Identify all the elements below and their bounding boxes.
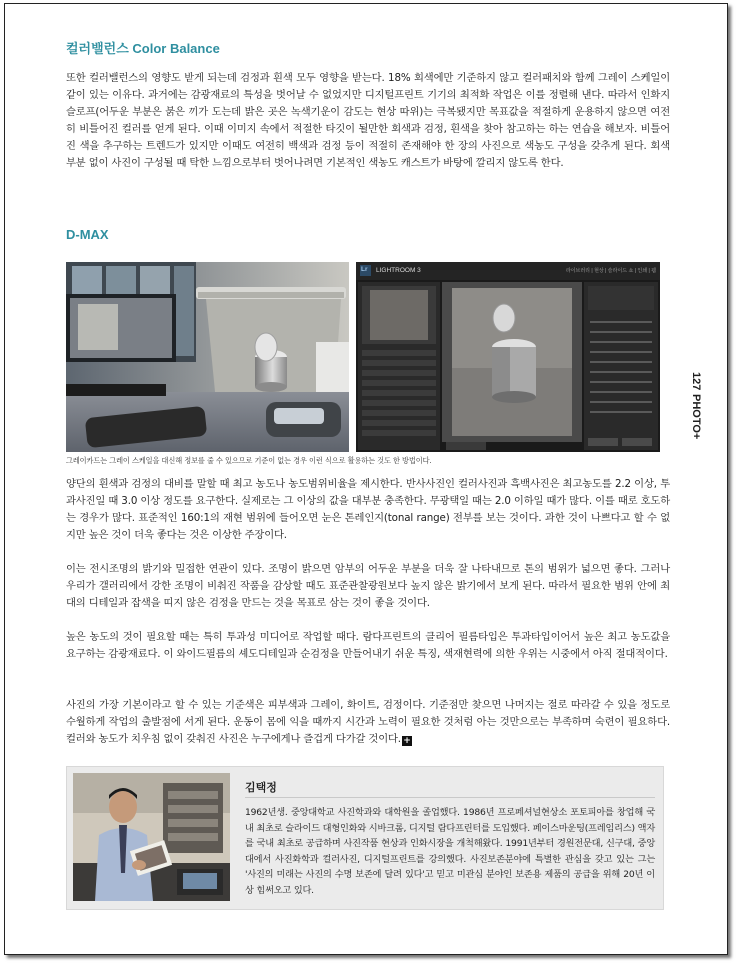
page-number: 127 [690, 372, 702, 391]
paragraph-dmax-1: 양단의 흰색과 검정의 대비를 말할 때 최고 농도나 농도범위비율을 제시한다. 반사사진인 컬러사진과 흑백사진은 최고농도를 2.2 이상, 투과사진일 때 3.0 이상 정도를 요구한다. 실제로는 그 이상의 값을 대부분 충족한다. 무광택일 때는 2.0 이하일 때가 많다. 이를 때로 호도하는 경우가 많다. 표준적인 160:1의 재현 범위에 들어오면 눈은 톤레인지(tonal range) 전부를 보는 것이다. 과한 것이 나쁘다고 할 수 없지만 높은 것이 더욱 좋다는 것은 이상한 주장이다. [66, 478, 670, 541]
paragraph-dmax-3: 높은 농도의 것이 필요할 때는 특히 투과성 미디어로 작업할 때다. 람다프린트의 클리어 필름타입은 투과타입이어서 높은 최고 농도값을 요구하는 감광재료다. 이 와이드필름의 셰도디테일과 순검정을 만들어내기 쉬운 특징, 색재현력에 의한 우위는 시중에서 아직 절대적이다. [66, 631, 670, 660]
section-heading-dmax: D-MAX [66, 227, 109, 242]
author-bio-text: 1962년생. 중앙대학교 사진학과와 대학원을 졸업했다. 1986년 프로페셔널현상소 포토피아를 창업해 국내 최초로 슬라이드 대형인화와 시바크롬, 디지털 람다프린터를 도입했다. 페이스마운팅(프레임리스) 액자를 국내 최초로 공급하며 사진작품 현상과 인화시장을 개척해왔다. 1991년부터 경원전문대, 신구대, 중앙대에서 사진화학과 컬러사진, 디지털프린트를 강의했다. 사진보존분야에 특별한 관심을 갖고 있는 그는 '사진의 미래는 사진의 수명 보존에 달려 있다'고 믿고 미관심 분야인 보존용 제품의 공급을 위해 20년 이상 힘써오고 있다. [245, 807, 655, 896]
paragraph-color-balance: 또한 컬러밸런스의 영향도 받게 되는데 검정과 흰색 모두 영향을 받는다. 18% 회색에만 기준하지 않고 컬러패치와 함께 그레이 스케일이 같이 있는 이유다. 과거에는 감광재료의 특성을 벗어날 수 없었지만 디지털프린트 기기의 최적화 작업은 이를 정렬해 낸다. 따라서 인화지 슬로프(어두운 부분은 붉은 끼가 도는데 밝은 곳은 녹색기운이 감도는 현상 따위)는 극복됐지만 목표값을 적절하게 운용하지 않으면 여전히 비틀어진 컬러를 얻게 된다. 이때 이미지 속에서 적절한 타깃이 될만한 회색과 검정, 흰색을 찾아 참고하는 하는 연습을 해보자. 비틀어진 색을 추구하는 트렌드가 있지만 이때도 여전히 백색과 검정 등이 적절히 존재해야 한 장의 사진으로 색농도 구성을 갖추게 된다. 회색 부분 없이 사진이 구성될 때 탁한 느낌으로부터 벗어나려면 기본적인 색농도 캐스트가 바탕에 깔리지 않도록 한다. [66, 72, 670, 169]
photo-viewing-booth [66, 262, 349, 452]
lightroom-module-menu: 라이브러리 | 현상 | 슬라이드 쇼 | 인쇄 | 웹 [565, 268, 656, 274]
author-photo [73, 773, 230, 901]
lightroom-logo: Lr [361, 266, 368, 273]
end-mark-icon: + [403, 736, 411, 746]
paragraph-dmax-2: 이는 전시조명의 밝기와 밀접한 연관이 있다. 조명이 밝으면 암부의 어두운 부분을 더욱 잘 나타내므로 톤의 범위가 넓으면 좋다. 그러나 우리가 갤러리에서 강한 조명이 비춰진 작품을 감상할 때도 표준관찰광원보다 높지 않은 밝기에서 보게 된다. 따라서 필요한 범위 안에 최대의 디테일과 잡색을 띠지 않은 검정을 만드는 것을 목표로 삼는 것이 좋을 것이다. [66, 563, 670, 609]
photo-lightroom-screenshot [356, 262, 660, 452]
section-heading-color-balance: 컬러밸런스 Color Balance [66, 41, 220, 56]
photo-caption: 그레이카드는 그레이 스케일을 대신해 정보를 줄 수 있으므로 기준이 없는 경우 이런 식으로 활용하는 것도 한 방법이다. [66, 456, 432, 465]
author-bio-box [66, 766, 664, 910]
paragraph-dmax-4-text: 사진의 가장 기본이라고 할 수 있는 기준색은 피부색과 그레이, 화이트, 검정이다. 기준점만 찾으면 나머지는 절로 따라갈 수 있을 정도로 수월하게 작업의 출발점에 서게 된다. 운동이 몸에 익을 때까지 시간과 노력이 필요한 것처럼 아는 것만으로는 부족하며 숙련이 필요하다. 컬러와 농도가 치우침 없이 갖춰진 사진은 누구에게나 즐겁게 다가갈 것이다. [66, 699, 670, 745]
viewing-booth-illustration [66, 262, 349, 452]
page-sidebar [682, 372, 704, 452]
paragraph-dmax-4 [66, 697, 670, 748]
author-name: 김택정 [245, 781, 277, 794]
lightroom-app-name: LIGHTROOM 3 [376, 267, 421, 274]
author-divider [245, 797, 655, 798]
lightroom-ui-illustration [356, 262, 660, 452]
author-photo-illustration [73, 773, 230, 901]
magazine-name: PHOTO+ [690, 394, 702, 440]
